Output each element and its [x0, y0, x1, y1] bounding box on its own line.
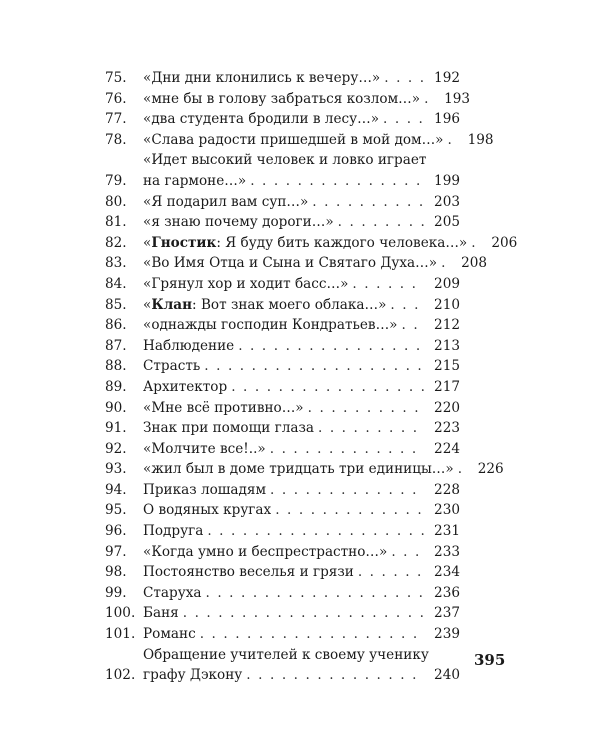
- toc-entry-line: [143, 336, 460, 357]
- toc-entry-body: [143, 500, 460, 521]
- toc-entry[interactable]: [105, 583, 460, 604]
- toc-entry[interactable]: [105, 603, 460, 624]
- toc-entry[interactable]: [105, 459, 504, 480]
- toc-entry-page: 231: [434, 523, 460, 540]
- toc-entry-line: [143, 665, 460, 686]
- toc-entry-body: [143, 398, 460, 419]
- toc-entry-title: «я знаю почему дороги…»: [143, 214, 334, 231]
- toc-entry-page: 212: [434, 317, 460, 334]
- toc-entry-title: «Молчите все!..»: [143, 440, 266, 457]
- toc-entry-page: 203: [434, 193, 460, 210]
- toc-entry-line: [143, 89, 471, 110]
- toc-entry[interactable]: [105, 562, 460, 583]
- toc-entry-title: [143, 295, 386, 316]
- dot-leader: [231, 377, 424, 398]
- toc-entry-page: 199: [434, 172, 460, 189]
- dot-leader: [383, 109, 424, 130]
- toc-entry[interactable]: [105, 542, 460, 563]
- toc-entry-line: [143, 233, 518, 254]
- toc-entry-title: Постоянство веселья и грязи: [143, 564, 354, 581]
- toc-entry-body: [143, 439, 460, 460]
- dot-leader: [458, 459, 468, 480]
- toc-entry[interactable]: [105, 439, 460, 460]
- dot-leader: [471, 233, 481, 254]
- toc-entry-title-line2: графу Дэкону: [143, 667, 243, 684]
- toc-entry-page: 240: [434, 667, 460, 684]
- toc-entry-page: 205: [434, 214, 460, 231]
- toc-entry-page: 217: [434, 378, 460, 395]
- toc-entry-title: Приказ лошадям: [143, 481, 267, 498]
- toc-entry-line: [143, 192, 460, 213]
- toc-entry-line: [143, 459, 504, 480]
- toc-entry-body: [143, 274, 460, 295]
- toc-entry-body: [143, 624, 460, 645]
- toc-entry[interactable]: [105, 500, 460, 521]
- toc-entry-title: Романс: [143, 626, 196, 643]
- toc-entry-page: 206: [491, 234, 518, 251]
- toc-entry-line: [143, 253, 488, 274]
- toc-entry-number: 93.: [105, 461, 127, 478]
- toc-entry-number: 79.: [105, 172, 127, 189]
- toc-entry-number: 75.: [105, 70, 127, 86]
- toc-entry-prefix: «: [143, 234, 152, 251]
- dot-leader: [308, 398, 424, 419]
- toc-entry-title-line1: Обращение учителей к своему ученику: [143, 646, 429, 663]
- dot-leader: [275, 500, 424, 521]
- dot-leader: [384, 68, 424, 89]
- toc-entry[interactable]: [105, 130, 494, 151]
- dot-leader: [246, 665, 424, 686]
- toc-entry-body: [143, 253, 488, 274]
- toc-entry-body: [143, 583, 460, 604]
- toc-entry[interactable]: [105, 521, 460, 542]
- toc-entry[interactable]: [105, 109, 460, 130]
- toc-entry[interactable]: [105, 150, 460, 191]
- toc-entry-body: [143, 336, 460, 357]
- toc-entry-line: [143, 480, 460, 501]
- toc-entry-line: [143, 603, 460, 624]
- toc-entry-line: [143, 212, 460, 233]
- toc-entry-line: [143, 295, 460, 316]
- toc-entry-title: «однажды господин Кондратьев…»: [143, 317, 398, 334]
- toc-entry-page: 237: [434, 605, 460, 622]
- toc-entry-title: Баня: [143, 605, 179, 622]
- toc-entry-page: 236: [434, 584, 460, 601]
- toc-entry-line: [143, 130, 494, 151]
- toc-entry-number: 77.: [105, 111, 127, 128]
- toc-entry-bold-speaker: Гностик: [151, 234, 217, 251]
- toc-entry-line: [143, 624, 460, 645]
- toc-entry-body: [143, 356, 460, 377]
- toc-entry-body: [143, 150, 460, 191]
- toc-entry-title: О водяных кругах: [143, 502, 272, 519]
- toc-entry-page: 193: [444, 90, 471, 107]
- toc-entry-number: 80.: [105, 193, 127, 210]
- toc-entry[interactable]: [105, 624, 460, 645]
- toc-entry-line: [143, 542, 460, 563]
- toc-entry-title-line1: «Идет высокий человек и ловко играет: [143, 152, 427, 169]
- toc-entry-number: 89.: [105, 378, 127, 395]
- dot-leader: [441, 253, 451, 274]
- toc-entry-number: 92.: [105, 440, 127, 457]
- toc-entry-number: 83.: [105, 255, 127, 272]
- toc-entry-body: [143, 192, 460, 213]
- toc-entry-body: [143, 521, 460, 542]
- toc-entry-body: [143, 212, 460, 233]
- toc-entry-body: [143, 645, 460, 686]
- dot-leader: [424, 89, 434, 110]
- toc-entry-body: [143, 233, 518, 254]
- toc-entry-title: Архитектор: [143, 378, 228, 395]
- toc-entry[interactable]: [105, 480, 460, 501]
- toc-entry-title-line2: на гармоне…»: [143, 172, 247, 189]
- toc-entry-title: «Слава радости пришедшей в мой дом…»: [143, 131, 444, 148]
- toc-entry-line: [143, 109, 460, 130]
- dot-leader: [270, 439, 424, 460]
- toc-entry-title: «Я подарил вам суп…»: [143, 193, 309, 210]
- toc-entry-body: [143, 68, 460, 89]
- toc-entry-page: 213: [434, 337, 460, 354]
- toc-entry-page: 226: [477, 461, 504, 478]
- toc-entry-prefix: «: [143, 296, 152, 313]
- toc-entry-body: [143, 480, 460, 501]
- toc-entry-body: [143, 377, 460, 398]
- toc-entry-line: [143, 521, 460, 542]
- toc-entry[interactable]: [105, 398, 460, 419]
- toc-entry-page: 230: [434, 502, 460, 519]
- toc-entry-number: 85.: [105, 296, 127, 313]
- dot-leader: [312, 192, 424, 213]
- toc-entry-number: 100.: [105, 605, 136, 622]
- toc-entry-page: 192: [434, 70, 460, 86]
- toc-entry-number: 99.: [105, 584, 127, 601]
- toc-entry-title: «Дни дни клонились к вечеру…»: [143, 70, 381, 86]
- toc-entry-number: 90.: [105, 399, 127, 416]
- toc-entry-title: «Мне всё противно…»: [143, 399, 304, 416]
- toc-entry-title: Подруга: [143, 523, 204, 540]
- toc-entry-number: 81.: [105, 214, 127, 231]
- toc-entry-page: 234: [434, 564, 460, 581]
- toc-entry[interactable]: [105, 336, 460, 357]
- dot-leader: [318, 418, 424, 439]
- toc-entry-number: 102.: [105, 667, 136, 684]
- toc-entry-page: 208: [461, 255, 488, 272]
- toc-entry-page: 220: [434, 399, 460, 416]
- dot-leader: [183, 603, 424, 624]
- dot-leader: [238, 336, 424, 357]
- toc-entry-body: [143, 315, 460, 336]
- dot-leader: [352, 274, 424, 295]
- dot-leader: [270, 480, 424, 501]
- toc-entry-body: [143, 295, 460, 316]
- toc-entry-number: 86.: [105, 317, 127, 334]
- toc-entry-body: [143, 109, 460, 130]
- toc-entry-number: 91.: [105, 420, 127, 437]
- toc-entry-body: [143, 459, 504, 480]
- toc-entry-line: [143, 274, 460, 295]
- toc-entry-title-text: : Вот знак моего облака…»: [192, 296, 387, 313]
- toc-entry-title: «Когда умно и беспрестрастно…»: [143, 543, 388, 560]
- dot-leader: [402, 315, 425, 336]
- toc-entry-page: 215: [434, 358, 460, 375]
- toc-entry-body: [143, 130, 494, 151]
- dot-leader: [204, 356, 424, 377]
- toc-entry-number: 78.: [105, 131, 127, 148]
- toc-entry-number: 76.: [105, 90, 127, 107]
- dot-leader: [338, 212, 424, 233]
- toc-entry-page: 228: [434, 481, 460, 498]
- toc-entry[interactable]: [105, 418, 460, 439]
- toc-entry-page: 239: [434, 626, 460, 643]
- toc-entry-page: 223: [434, 420, 460, 437]
- toc-entry-body: [143, 603, 460, 624]
- toc-entry-page: 198: [467, 131, 494, 148]
- toc-entry-number: 98.: [105, 564, 127, 581]
- toc-entry-title: Страсть: [143, 358, 201, 375]
- toc-entry[interactable]: [105, 68, 460, 89]
- toc-entry-number: 97.: [105, 543, 127, 560]
- toc-entry-page: 209: [434, 275, 460, 292]
- toc-entry-line: [143, 68, 460, 89]
- toc-entry[interactable]: [105, 253, 488, 274]
- toc-entry-number: 95.: [105, 502, 127, 519]
- toc-entry[interactable]: [105, 295, 460, 316]
- toc-entry-number: 101.: [105, 626, 136, 643]
- dot-leader: [200, 624, 424, 645]
- toc-entry[interactable]: [105, 274, 460, 295]
- toc-entry-page: 224: [434, 440, 460, 457]
- toc-entry-title: [143, 233, 467, 254]
- toc-entry-line: [143, 315, 460, 336]
- toc-entry-title: Знак при помощи глаза: [143, 420, 314, 437]
- toc-entry-title: «Грянул хор и ходит басс…»: [143, 275, 349, 292]
- toc-entry[interactable]: [105, 315, 460, 336]
- toc-entry-title: Старуха: [143, 584, 202, 601]
- toc-entry-title: «жил был в доме тридцать три единицы…»: [143, 461, 454, 478]
- toc-entry[interactable]: [105, 645, 460, 686]
- toc-entry-line: [143, 171, 460, 192]
- toc-entry-title: Наблюдение: [143, 337, 235, 354]
- toc-entry-number: 87.: [105, 337, 127, 354]
- toc-entry-page: 233: [434, 543, 460, 560]
- dot-leader: [358, 562, 424, 583]
- toc-entry-line: [143, 583, 460, 604]
- toc-entry-body: [143, 418, 460, 439]
- dot-leader: [390, 295, 424, 316]
- toc-entry-number: 94.: [105, 481, 127, 498]
- dot-leader: [207, 521, 424, 542]
- toc-entry-title: «мне бы в голову забраться козлом…»: [143, 90, 421, 107]
- toc-entry-line: [143, 377, 460, 398]
- dot-leader: [206, 583, 425, 604]
- toc-entry-number: 88.: [105, 358, 127, 375]
- toc-entry-line: [143, 562, 460, 583]
- toc-entry-bold-speaker: Клан: [151, 296, 193, 313]
- toc-entry-title-text: : Я буду бить каждого человека…»: [216, 234, 468, 251]
- dot-leader: [391, 542, 424, 563]
- toc-entry[interactable]: [105, 212, 460, 233]
- toc-entry-number: 82.: [105, 234, 127, 251]
- toc-entry-line: [143, 500, 460, 521]
- toc-entry-line: [143, 356, 460, 377]
- toc-entry-number: 84.: [105, 275, 127, 292]
- toc-entry[interactable]: [105, 356, 460, 377]
- toc-entry-page: 196: [434, 111, 460, 128]
- toc-entry-line: [143, 439, 460, 460]
- toc-entry-title: «два студента бродили в лесу…»: [143, 111, 380, 128]
- toc-entry-body: [143, 542, 460, 563]
- toc-entry[interactable]: [105, 192, 460, 213]
- toc-entry-line: [143, 398, 460, 419]
- toc-entry-number: 96.: [105, 523, 127, 540]
- toc-entry[interactable]: [105, 377, 460, 398]
- toc-entry-line: [143, 418, 460, 439]
- page-number: 395: [474, 651, 506, 669]
- toc-entry-body: [143, 562, 460, 583]
- dot-leader: [448, 130, 458, 151]
- toc-entry[interactable]: [105, 233, 518, 254]
- toc-entry-page: 210: [434, 296, 460, 313]
- toc-entry-body: [143, 89, 471, 110]
- toc-entry[interactable]: [105, 89, 471, 110]
- dot-leader: [250, 171, 424, 192]
- toc-entry-title: «Во Имя Отца и Сына и Святаго Духа…»: [143, 255, 438, 272]
